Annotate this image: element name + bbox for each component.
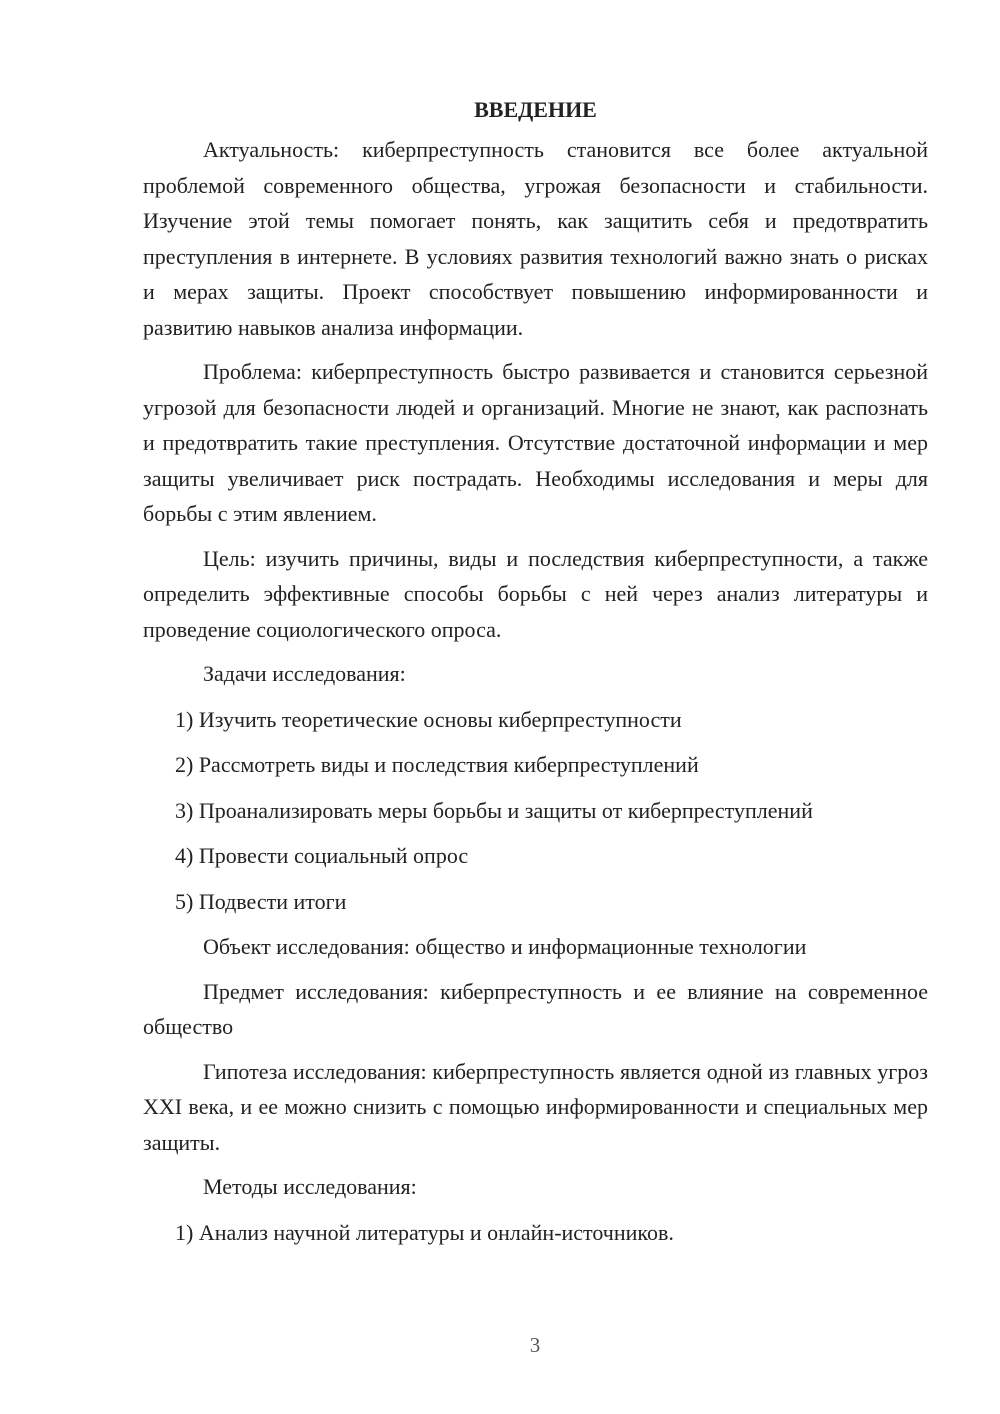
problem-paragraph: Проблема: киберпреступность быстро развивается и становится серьезной угрозой для безопасности людей и организаций. Многие не знают, как распознать и предотвратить такие преступления. Отсутствие достаточной информации и мер защиты увеличивает риск пострадать. Необходимы исследования и меры для борьбы с этим явлением. (143, 359, 928, 526)
relevance-paragraph: Актуальность: киберпреступность становится все более актуальной проблемой современного общества, угрожая безопасности и стабильности. Изучение этой темы помогает понять, как защитить себя и предотвратить преступления в интернете. В условиях развития технологий важно знать о рисках и мерах защиты. Проект способствует повышению информированности и развитию навыков анализа информации. (143, 137, 928, 340)
page-content (143, 92, 928, 1260)
object-paragraph: Объект исследования: общество и информационные технологии (203, 934, 807, 959)
page-title: ВВЕДЕНИЕ (474, 97, 597, 122)
hypothesis-paragraph: Гипотеза исследования: киберпреступность является одной из главных угроз XXI века, и ее можно снизить с помощью информированности и специальных мер защиты. (143, 1058, 928, 1155)
tasks-heading: Задачи исследования: (203, 661, 406, 686)
methods-heading: Методы исследования: (203, 1174, 417, 1199)
subject-paragraph: Предмет исследования: киберпреступность и ее влияние на современное общество (143, 978, 928, 1039)
task-item: 4) Провести социальный опрос (175, 843, 469, 868)
method-item: 1) Анализ научной литературы и онлайн-источников. (175, 1219, 674, 1245)
page-number: 3 (529, 1333, 541, 1357)
task-item: 3) Проанализировать меры борьбы и защиты от киберпреступлений (175, 797, 813, 823)
task-item: 2) Рассмотреть виды и последствия киберпреступлений (175, 752, 699, 777)
goal-paragraph: Цель: изучить причины, виды и последствия киберпреступности, а также определить эффективные способы борьбы с ней через анализ литературы и проведение социологического опроса. (143, 545, 928, 642)
task-item: 1) Изучить теоретические основы киберпреступности (175, 706, 682, 732)
task-item: 5) Подвести итоги (175, 888, 347, 914)
